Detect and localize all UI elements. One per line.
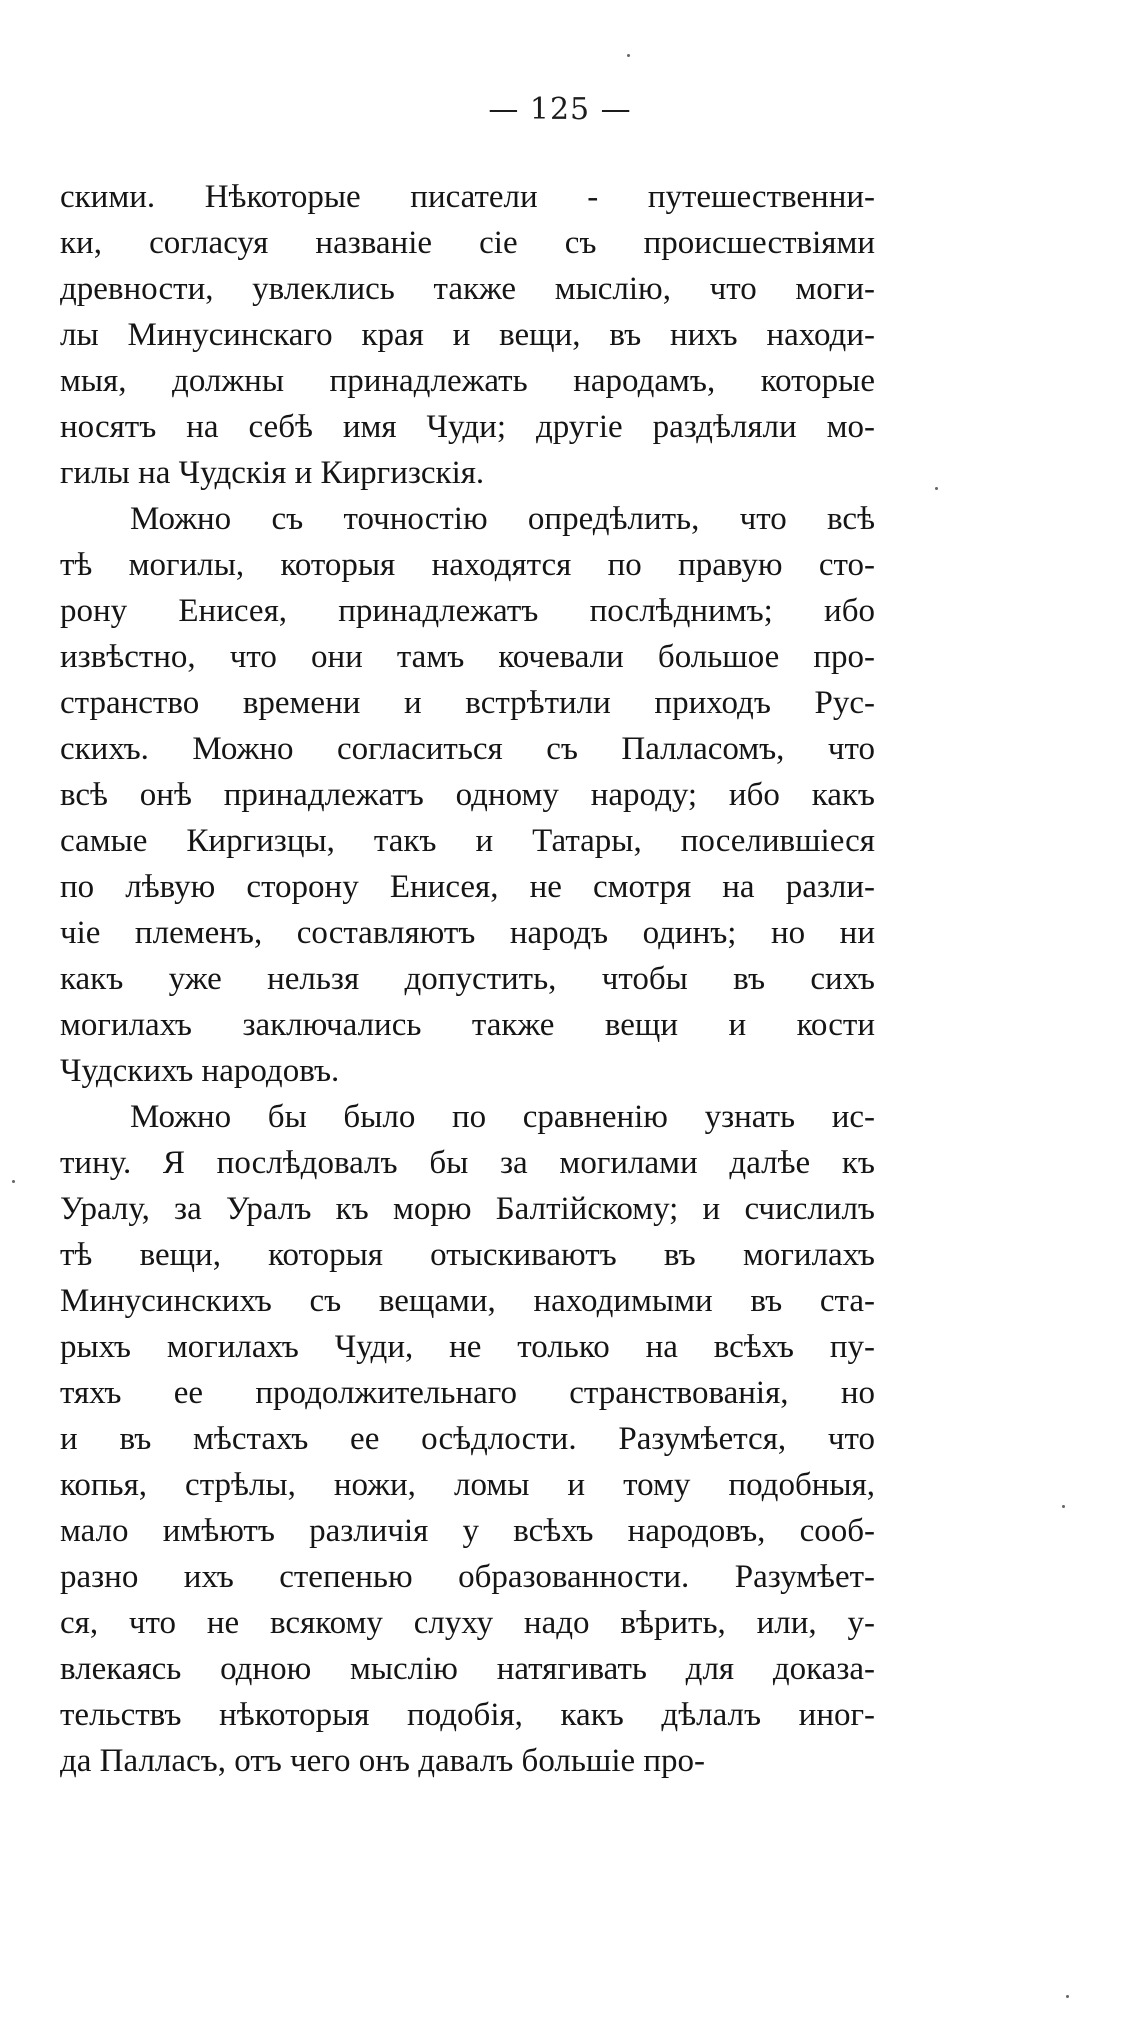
print-speck (1062, 1505, 1065, 1508)
text-line: ки, согласуя названіе сіе съ происшествіями (60, 225, 875, 261)
print-speck (935, 487, 938, 490)
text-line: рыхъ могилахъ Чуди, не только на всѣхъ пу- (60, 1329, 875, 1365)
paragraph (60, 1094, 875, 1784)
text-line: тѣ вещи, которыя отыскиваютъ въ могилахъ (60, 1237, 875, 1273)
text-line: извѣстно, что они тамъ кочевали большое про- (60, 639, 875, 675)
paragraph (60, 496, 875, 1094)
print-speck (627, 54, 630, 57)
text-line: древности, увлеклись также мыслію, что моги- (60, 271, 875, 307)
text-line: Минусинскихъ съ вещами, находимыми въ ста- (60, 1283, 875, 1319)
text-line: влекаясь одною мыслію натягивать для доказа- (60, 1651, 875, 1687)
text-line: по лѣвую сторону Енисея, не смотря на разли- (60, 869, 875, 905)
text-line: тину. Я послѣдовалъ бы за могилами далѣе къ (60, 1145, 875, 1181)
print-speck (1066, 1995, 1069, 1998)
text-line: Можно съ точностію опредѣлить, что всѣ (130, 501, 875, 537)
text-line: скими. Нѣкоторые писатели - путешественни- (60, 179, 875, 215)
print-speck (12, 1180, 15, 1183)
text-line: гилы на Чудскія и Киргизскія. (60, 455, 485, 491)
text-line: мыя, должны принадлежать народамъ, которые (60, 363, 875, 399)
text-line: мало имѣютъ различія у всѣхъ народовъ, сооб- (60, 1513, 875, 1549)
text-line: странство времени и встрѣтили приходъ Рус- (60, 685, 875, 721)
text-line: тельствъ нѣкоторыя подобія, какъ дѣлалъ иног- (60, 1697, 875, 1733)
paragraph (60, 174, 875, 496)
text-line: разно ихъ степенью образованности. Разумѣет- (60, 1559, 875, 1595)
text-line: какъ уже нельзя допустить, чтобы въ сихъ (60, 961, 875, 997)
text-line: могилахъ заключались также вещи и кости (60, 1007, 875, 1043)
text-line: копья, стрѣлы, ножи, ломы и тому подобныя, (60, 1467, 875, 1503)
text-line: да Палласъ, отъ чего онъ давалъ большіе про- (60, 1743, 706, 1779)
text-line: тѣ могилы, которыя находятся по правую сто- (60, 547, 875, 583)
text-line: всѣ онѣ принадлежатъ одному народу; ибо какъ (60, 777, 875, 813)
text-line: и въ мѣстахъ ее осѣдлости. Разумѣется, что (60, 1421, 875, 1457)
text-line: чіе племенъ, составляютъ народъ одинъ; но ни (60, 915, 875, 951)
body-text (60, 174, 875, 1784)
text-line: носятъ на себѣ имя Чуди; другіе раздѣляли мо- (60, 409, 875, 445)
text-line: Уралу, за Уралъ къ морю Балтійскому; и счислилъ (60, 1191, 875, 1227)
text-line: ся, что не всякому слуху надо вѣрить, или, у- (60, 1605, 875, 1641)
text-line: самые Киргизцы, такъ и Татары, поселившіеся (60, 823, 875, 859)
text-line: Можно бы было по сравненію узнать ис- (130, 1099, 875, 1135)
text-line: лы Минусинскаго края и вещи, въ нихъ находи- (60, 317, 875, 353)
text-line: рону Енисея, принадлежатъ послѣднимъ; ибо (60, 593, 875, 629)
page-number: — 125 — (488, 92, 632, 127)
text-line: скихъ. Можно согласиться съ Палласомъ, что (60, 731, 875, 767)
text-line: тяхъ ее продолжительнаго странствованія, но (60, 1375, 875, 1411)
text-line: Чудскихъ народовъ. (60, 1053, 340, 1089)
